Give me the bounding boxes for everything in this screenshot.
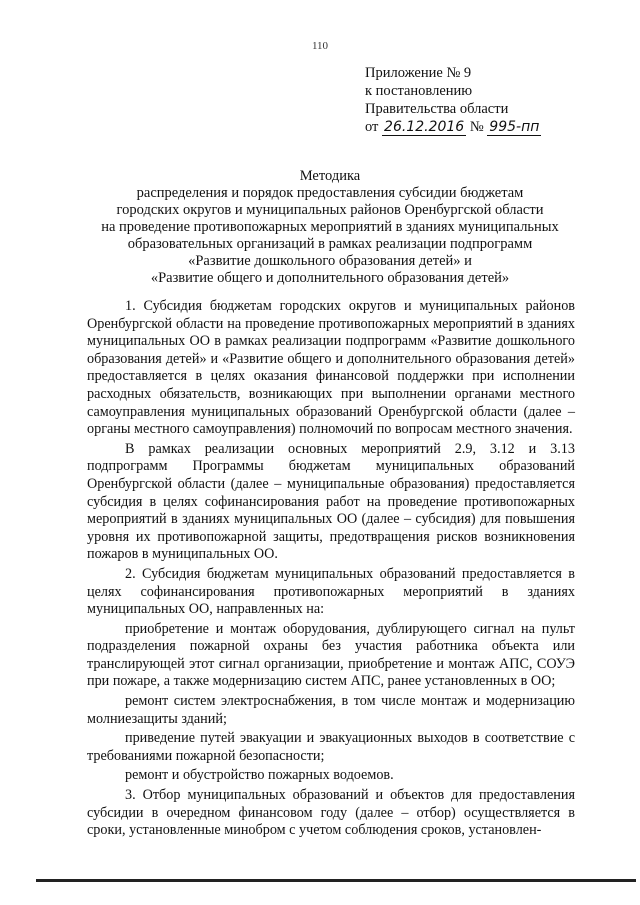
handwritten-date: 26.12.2016	[384, 119, 465, 135]
title-line: на проведение противопожарных мероприятий в зданиях муниципальных	[101, 219, 559, 235]
document-body	[87, 298, 575, 842]
title-line: распределения и порядок предоставления субсидии бюджетам	[136, 185, 524, 201]
appendix-number: Приложение № 9	[365, 65, 472, 81]
title-line: образовательных организаций в рамках реализации подпрограмм	[127, 236, 533, 252]
title-line: «Развитие дошкольного образования детей» и	[188, 253, 472, 269]
appendix-header	[365, 64, 625, 136]
title-line: «Развитие общего и дополнительного образования детей»	[150, 270, 510, 286]
date-prefix: от	[365, 119, 379, 135]
paragraph: В рамках реализации основных мероприятий 2.9, 3.12 и 3.13 подпрограмм Программы бюджетам муниципальных образований Оренбургской области (далее – муниципальные образования) предоставляется субсидия в целях софинансирования работ на проведение противопожарных мероприятий в зданиях муниципальных ОО (далее – субсидия) для повышения уровня их противопожарной защиты, предотвращения рисков возникновения пожаров в муниципальных ОО.	[87, 440, 575, 563]
paragraph: приведение путей эвакуации и эвакуационных выходов в соответствие с требованиями пожарной безопасности;	[87, 730, 575, 764]
paragraph: приобретение и монтаж оборудования, дублирующего сигнал на пульт подразделения пожарной охраны без участия работника объекта или транслирующей этот сигнал организации, приобретение и монтаж АПС, СОУЭ при пожаре, а также модернизацию систем АПС, ранее установленных в ОО;	[87, 620, 575, 690]
scan-bottom-line	[36, 879, 636, 882]
paragraph: ремонт и обустройство пожарных водоемов.	[125, 767, 394, 784]
paragraph: 3. Отбор муниципальных образований и объектов для предоставления субсидии в очередном финансовом году (далее – отбор) осуществляется в сроки, установленные минобром с учетом соблюдения сроков, установлен-	[87, 787, 575, 839]
title-line: Методика	[299, 168, 361, 184]
document-title	[70, 168, 590, 287]
paragraph: 1. Субсидия бюджетам городских округов и муниципальных районов Оренбургской области на проведение противопожарных мероприятий в зданиях муниципальных ОО в рамках реализации подпрограмм «Развитие дошкольного образования детей» и «Развитие общего и дополнительного образования детей» предоставляется в целях оказания финансовой поддержки при исполнении расходных обязательств, возникающих при выполнении органами местного самоуправления муниципальных образований Оренбургской области (далее – органы местного самоуправления) полномочий по вопросам местного значения.	[87, 298, 575, 438]
paragraph: 2. Субсидия бюджетам муниципальных образований предоставляется в целях софинансирования противопожарных мероприятий в зданиях муниципальных ОО, направленных на:	[87, 565, 575, 618]
page-number: 110	[311, 40, 329, 52]
number-prefix: №	[469, 119, 484, 135]
appendix-date-line	[365, 118, 625, 136]
appendix-reference: к постановлению	[365, 83, 473, 99]
appendix-authority: Правительства области	[365, 101, 509, 117]
title-line: городских округов и муниципальных районов Оренбургской области	[116, 202, 544, 218]
handwritten-number: 995-пп	[489, 119, 540, 135]
paragraph: ремонт систем электроснабжения, в том числе монтаж и модернизацию молниезащиты зданий;	[87, 693, 575, 727]
